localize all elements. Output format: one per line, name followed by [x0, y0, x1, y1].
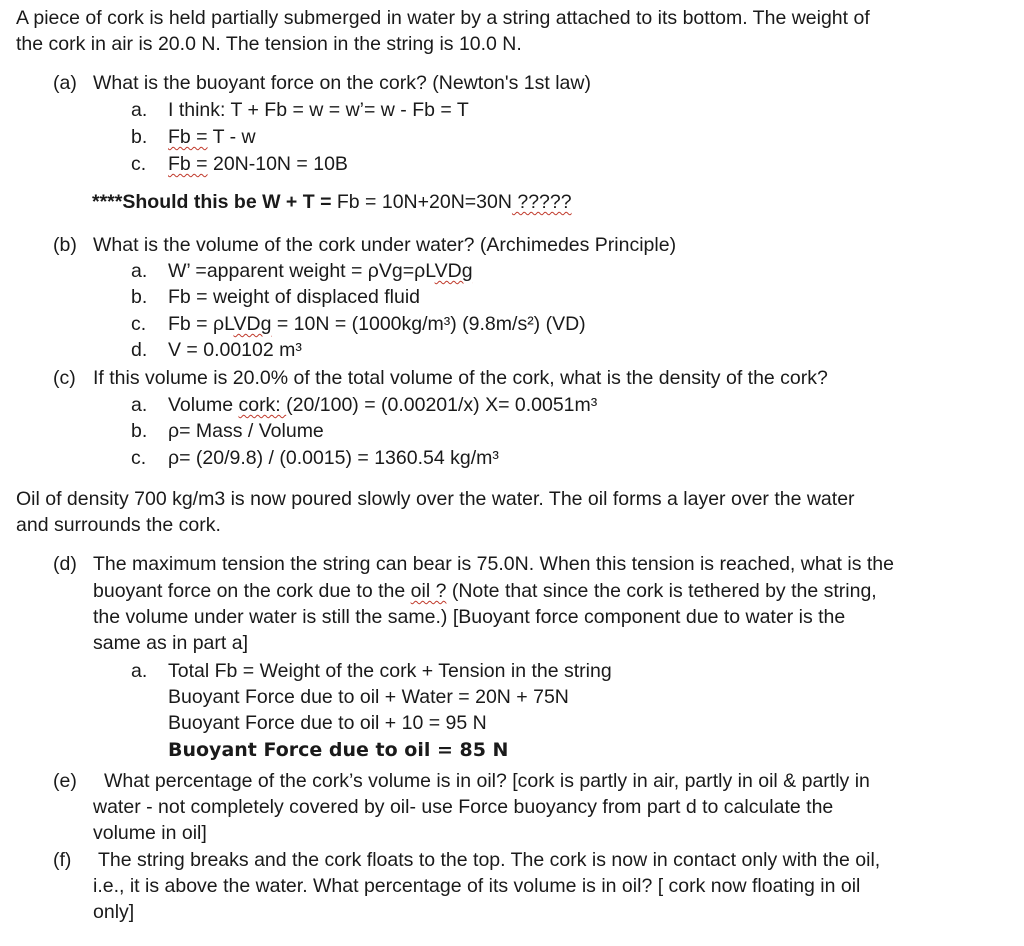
note-rest: Fb = 10N+20N=30N	[336, 191, 512, 213]
part-e-question-text: What percentage of the cork’s volume is in oil? [cork is partly in air, partly in oil & partly in	[104, 770, 870, 792]
part-b-item-c	[131, 311, 586, 337]
part-b-item-d	[131, 337, 302, 363]
part-a-question	[53, 70, 591, 96]
item-label: a.	[131, 660, 148, 682]
part-d-answer-2: Buoyant Force due to oil + Water = 20N + 75N	[168, 686, 569, 708]
part-f-label: (f)	[53, 849, 72, 871]
part-c-question	[53, 365, 828, 391]
part-a-question-text: What is the buoyant force on the cork? (Newton's 1st law)	[93, 72, 591, 94]
item-text: ρ= (20/9.8) / (0.0015) = 1360.54 kg/m³	[168, 447, 499, 469]
part-a-note	[92, 189, 572, 215]
part-a-item-b	[131, 124, 256, 150]
item-text: V = 0.00102 m³	[168, 339, 302, 361]
part-d-question-2	[93, 578, 877, 604]
misspelled-text: VDg	[233, 313, 272, 335]
part-b-question	[53, 232, 677, 258]
item-label: c.	[131, 313, 147, 335]
part-b-question-text: What is the volume of the cork under water? (Archimedes Principle)	[93, 234, 677, 256]
part-a-label: (a)	[53, 72, 77, 94]
misspelled-text: oil ?	[410, 580, 447, 602]
intro-line-2: the cork in air is 20.0 N. The tension in the string is 10.0 N.	[16, 33, 522, 55]
part-d-label: (d)	[53, 553, 77, 575]
item-label: b.	[131, 286, 148, 308]
part-b-item-a	[131, 258, 473, 284]
part-a-item-a	[131, 97, 469, 123]
misspelled-text: cork:	[238, 394, 287, 416]
item-text: Fb = ρL	[168, 313, 234, 335]
item-text: W’ =apparent weight = ρVg=ρL	[168, 260, 435, 282]
item-text: = 10N = (1000kg/m³) (9.8m/s²) (VD)	[271, 313, 586, 335]
part-d-question-4: same as in part a]	[93, 632, 248, 654]
part-d-answer-3: Buoyant Force due to oil + 10 = 95 N	[168, 712, 487, 734]
item-label: c.	[131, 447, 147, 469]
item-text: 20N-10N = 10B	[207, 153, 348, 175]
part-d-question-1	[53, 551, 894, 577]
misspelled-text: VDg	[434, 260, 473, 282]
misspelled-text: Fb =	[168, 153, 208, 175]
part-d-answer-4: Buoyant Force due to oil = 85 N	[168, 739, 509, 761]
item-label: a.	[131, 394, 148, 416]
item-label: a.	[131, 99, 148, 121]
part-f-question-2: i.e., it is above the water. What percentage of its volume is in oil? [ cork now floating in oil	[93, 875, 861, 897]
part-d-question-3: the volume under water is still the same.) [Buoyant force component due to water is the	[93, 606, 846, 628]
note-stars: ****	[92, 191, 123, 213]
part-c-item-c	[131, 445, 499, 471]
item-label: a.	[131, 260, 148, 282]
part-e-label: (e)	[53, 770, 77, 792]
part-e-question-1	[53, 768, 870, 794]
part-b-item-b	[131, 284, 421, 310]
note-bold: Should this be W + T =	[122, 191, 337, 213]
intro-line-1: A piece of cork is held partially submerged in water by a string attached to its bottom. The weight of	[16, 7, 870, 29]
item-text: Fb = weight of displaced fluid	[168, 286, 421, 308]
answer-text: Total Fb = Weight of the cork + Tension in the string	[168, 660, 612, 682]
question-text: (Note that since the cork is tethered by the string,	[446, 580, 877, 602]
question-text: buoyant force on the cork due to the	[93, 580, 411, 602]
part-d-answer-1	[131, 658, 612, 684]
item-text: Volume	[168, 394, 239, 416]
part-e-question-2: water - not completely covered by oil- use Force buoyancy from part d to calculate the	[93, 796, 834, 818]
part-a-item-c	[131, 151, 348, 177]
item-text: ρ= Mass / Volume	[168, 420, 324, 442]
item-label: d.	[131, 339, 148, 361]
oil-line-2: and surrounds the cork.	[16, 514, 221, 536]
item-label: c.	[131, 153, 147, 175]
part-f-question-text: The string breaks and the cork floats to the top. The cork is now in contact only with the oil,	[98, 849, 881, 871]
item-text: (20/100) = (0.00201/x) X= 0.0051m³	[286, 394, 598, 416]
note-question-marks: ?????	[511, 191, 572, 213]
misspelled-text: Fb =	[168, 126, 208, 148]
item-text: T - w	[207, 126, 256, 148]
part-d-question-text: The maximum tension the string can bear is 75.0N. When this tension is reached, what is the	[93, 553, 894, 575]
part-c-label: (c)	[53, 367, 76, 389]
part-c-item-b	[131, 418, 324, 444]
item-label: b.	[131, 126, 148, 148]
item-text: I think: T + Fb = w = w’= w - Fb = T	[168, 99, 469, 121]
part-c-question-text: If this volume is 20.0% of the total volume of the cork, what is the density of the cork?	[93, 367, 828, 389]
part-f-question-1	[53, 847, 881, 873]
oil-line-1: Oil of density 700 kg/m3 is now poured slowly over the water. The oil forms a layer over the water	[16, 488, 855, 510]
part-c-item-a	[131, 392, 598, 418]
item-label: b.	[131, 420, 148, 442]
part-b-label: (b)	[53, 234, 77, 256]
part-e-question-3: volume in oil]	[93, 822, 207, 844]
part-f-question-3: only]	[93, 901, 135, 923]
